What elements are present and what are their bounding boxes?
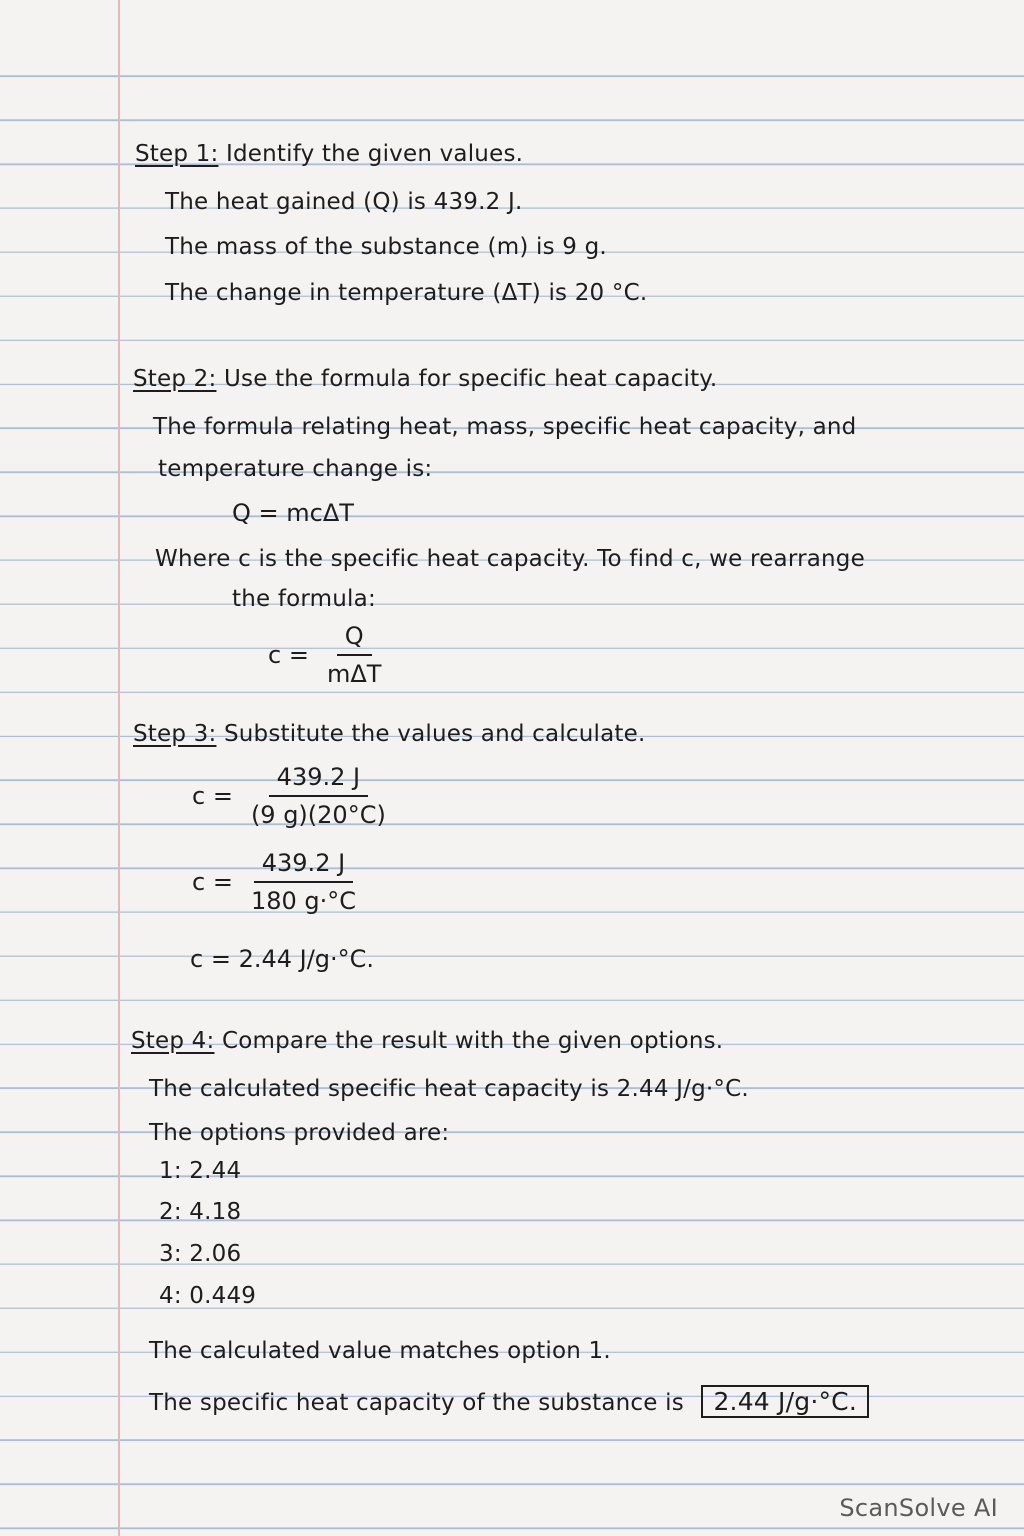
step3-heading — [133, 723, 646, 746]
step1-heading — [135, 143, 523, 166]
step1-title: Identify the given values. — [225, 141, 524, 167]
step2-where-line-2: the formula: — [232, 586, 376, 612]
calc2-numerator: 439.2 J — [254, 849, 353, 883]
calc-fraction-2 — [192, 849, 364, 915]
rearranged-denominator: mΔT — [326, 660, 382, 688]
step1-line-temp: The change in temperature (ΔT) is 20 °C. — [165, 280, 648, 306]
step4-calculated-line: The calculated specific heat capacity is 2.44 J/g·°C. — [149, 1076, 749, 1102]
calc1-lhs: c = — [192, 782, 233, 810]
step4-heading — [131, 1030, 723, 1053]
step3-label: Step 3: — [133, 721, 217, 747]
calc-result: c = 2.44 J/g·°C. — [190, 945, 375, 973]
step2-where-line: Where c is the specific heat capacity. To find c, we rearrange — [155, 546, 865, 572]
rearranged-lhs: c = — [268, 641, 309, 669]
step4-options-intro: The options provided are: — [149, 1120, 450, 1146]
option-1: 1: 2.44 — [159, 1158, 242, 1184]
rearranged-numerator: Q — [337, 622, 372, 656]
calc-fraction-1 — [192, 763, 394, 829]
final-answer-box: 2.44 J/g·°C. — [701, 1385, 869, 1418]
step2-line-1: The formula relating heat, mass, specific heat capacity, and — [153, 414, 857, 440]
rearranged-formula — [268, 622, 389, 688]
step4-match-line: The calculated value matches option 1. — [149, 1338, 611, 1364]
calc1-numerator: 439.2 J — [269, 763, 368, 797]
calc2-fraction — [243, 849, 364, 915]
calc1-denominator: (9 g)(20°C) — [250, 801, 386, 829]
final-prefix: The specific heat capacity of the substance is — [149, 1390, 684, 1416]
step4-final-line — [149, 1385, 869, 1418]
step1-line-mass: The mass of the substance (m) is 9 g. — [165, 234, 607, 260]
step4-label: Step 4: — [131, 1028, 215, 1054]
calc2-lhs: c = — [192, 868, 233, 896]
rearranged-fraction — [319, 622, 389, 688]
calc1-fraction — [243, 763, 394, 829]
step2-heading — [133, 368, 717, 391]
option-4: 4: 0.449 — [159, 1283, 257, 1309]
step3-title: Substitute the values and calculate. — [223, 721, 646, 747]
step4-title: Compare the result with the given options. — [221, 1028, 724, 1054]
step2-title: Use the formula for specific heat capacity. — [223, 366, 718, 392]
margin-line — [118, 0, 120, 1536]
step2-label: Step 2: — [133, 366, 217, 392]
step2-line-2: temperature change is: — [158, 456, 433, 482]
brand-watermark: ScanSolve AI — [839, 1494, 998, 1522]
calc2-denominator: 180 g·°C — [250, 887, 356, 915]
step1-line-heat: The heat gained (Q) is 439.2 J. — [165, 189, 523, 215]
step1-label: Step 1: — [135, 141, 219, 167]
option-3: 3: 2.06 — [159, 1241, 242, 1267]
heat-formula: Q = mcΔT — [232, 499, 354, 527]
option-2: 2: 4.18 — [159, 1199, 242, 1225]
